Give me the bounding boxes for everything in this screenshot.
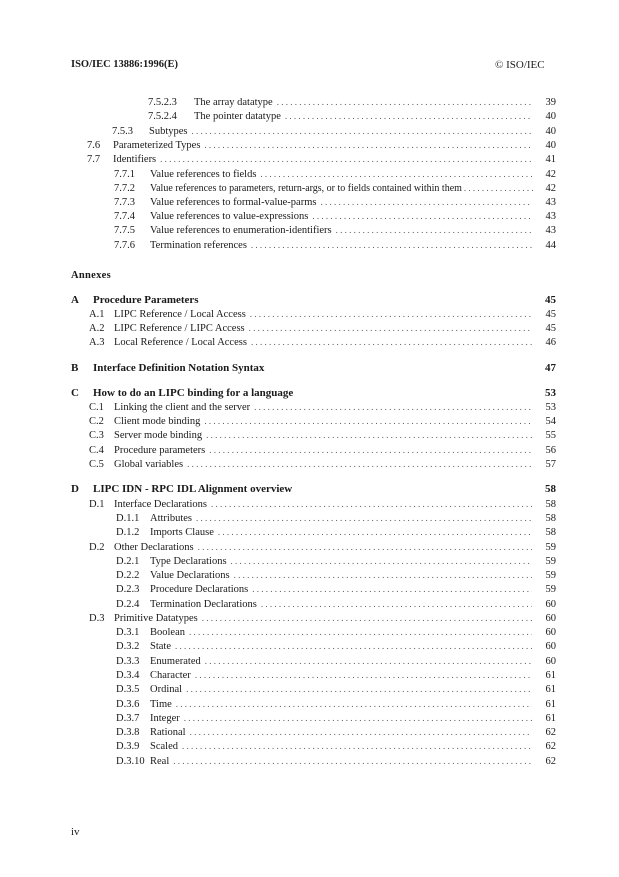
toc-entry-title: Value references to parameters, return-args, or to fields contained within them [150,183,462,194]
toc-entry-title: Boolean [150,627,185,638]
toc-entry-page: 43 [545,197,556,208]
toc-entry-number: D.3.10 [116,756,145,767]
leader-dots [202,611,532,625]
toc-entry-number: 7.5.3 [112,126,133,137]
toc-entry-page: 53 [545,402,556,413]
toc-entry[interactable] [89,611,556,625]
toc-entry-title: Imports Clause [150,527,214,538]
toc-entry-number: A.3 [89,337,105,348]
toc-entry-number: 7.6 [87,140,101,151]
toc-entry-title: Subtypes [149,126,188,137]
leader-dots [206,428,532,442]
toc-entry-page: 43 [545,211,556,222]
toc-entry-title: Procedure parameters [114,445,206,456]
toc-entry-number: A [71,294,79,306]
toc-entry-number: D.2.2 [116,570,140,581]
toc-entry-title: Value Declarations [150,570,230,581]
toc-entry-title: Termination Declarations [150,599,257,610]
leader-dots [195,668,532,682]
toc-entry-number: D.2.3 [116,584,140,595]
toc-entry[interactable] [116,725,556,739]
leader-dots [254,400,532,414]
toc-entry[interactable] [116,568,556,582]
toc-entry-number: 7.7.5 [114,225,135,236]
toc-entry-title: Procedure Parameters [93,294,199,306]
toc-entry-number: D.3.5 [116,684,140,695]
toc-entry-number: 7.7.2 [114,183,135,194]
toc-entry-number: D.3.6 [116,699,140,710]
toc-entry-page: 41 [545,154,556,165]
toc-entry-page: 40 [545,111,556,122]
toc-entry[interactable] [116,639,556,653]
toc-entry-page: 62 [545,727,556,738]
toc-entry-title: LIPC IDN - RPC IDL Alignment overview [93,483,293,495]
leader-dots [234,568,532,582]
toc-entry[interactable] [89,497,556,511]
toc-entry-page: 42 [545,183,556,194]
leader-dots [312,209,532,223]
toc-entry-number: D.3.4 [116,670,140,681]
toc-entry-page: 60 [545,613,556,624]
toc-entry-title: Interface Definition Notation Syntax [93,362,265,374]
toc-entry-page: 60 [545,599,556,610]
toc-entry-title: Integer [150,713,180,724]
toc-entry-number: 7.5.2.3 [148,97,177,108]
toc-entry-page: 57 [545,459,556,470]
toc-entry-number: D.3.7 [116,713,140,724]
toc-entry-page: 53 [545,387,556,399]
toc-entry-title: Rational [150,727,186,738]
toc-entry-number: D.3.2 [116,641,140,652]
toc-entry[interactable] [89,400,556,414]
toc-entry-page: 40 [545,140,556,151]
toc-entry[interactable] [116,582,556,596]
leader-dots [336,223,532,237]
toc-entry-title: Real [150,756,170,767]
toc-entry-number: A.2 [89,323,105,334]
toc-entry-title: Parameterized Types [113,140,201,151]
toc-entry[interactable] [116,511,556,525]
toc-entry-number: D.3.8 [116,727,140,738]
toc-entry[interactable] [148,95,556,109]
toc-entry[interactable] [87,138,556,152]
toc-entry-page: 61 [545,684,556,695]
toc-entry[interactable] [89,457,556,471]
toc-entry-page: 59 [545,556,556,567]
toc-entry[interactable] [89,307,556,321]
toc-entry-page: 45 [545,309,556,320]
toc-entry-page: 59 [545,584,556,595]
toc-entry-number: C [71,387,79,399]
toc-entry-title: Time [150,699,172,710]
toc-entry-page: 45 [545,294,556,306]
toc-entry-title: Procedure Declarations [150,584,249,595]
toc-entry-page: 60 [545,641,556,652]
toc-entry-title: Value references to enumeration-identifiers [150,225,332,236]
toc-entry-number: C.3 [89,430,104,441]
toc-entry-page: 56 [545,445,556,456]
toc-entry-title: Termination references [150,240,247,251]
toc-entry[interactable] [89,335,556,349]
toc-entry-page: 43 [545,225,556,236]
toc-entry-title: Local Reference / Local Access [114,337,247,348]
leader-dots [285,109,532,123]
toc-annex-a[interactable] [71,293,556,307]
toc-entry-number: 7.7.3 [114,197,135,208]
toc-entry-page: 42 [545,169,556,180]
leader-dots [190,725,532,739]
toc-entry-number: A.1 [89,309,105,320]
leader-dots [204,138,532,152]
toc-entry-number: 7.7.6 [114,240,135,251]
toc-entry-title: Value references to value-expressions [150,211,309,222]
leader-dots [261,597,532,611]
leader-dots [251,335,532,349]
leader-dots [209,443,532,457]
running-header-right: © ISO/IEC [495,59,545,71]
leader-dots [160,152,532,166]
toc-entry-number: 7.7.1 [114,169,135,180]
toc-entry[interactable] [116,654,556,668]
toc-entry-page: 61 [545,713,556,724]
toc-entry-number: D.3.3 [116,656,140,667]
toc-entry-title: Identifiers [113,154,157,165]
toc-entry-number: D.2 [89,542,105,553]
toc-entry-number: D.1.1 [116,513,140,524]
toc-entry-title: Character [150,670,191,681]
leader-dots [250,307,532,321]
toc-entry[interactable] [89,321,556,335]
toc-entry[interactable] [89,443,556,457]
toc-entry-number: 7.5.2.4 [148,111,177,122]
toc-entry-title: Client mode binding [114,416,201,427]
leader-dots [189,625,532,639]
toc-entry-page: 60 [545,627,556,638]
toc-entry-page: 60 [545,656,556,667]
toc-entry-page: 62 [545,756,556,767]
toc-entry-number: D.3.1 [116,627,140,638]
toc-annex-b[interactable] [71,361,556,375]
toc-entry-title: Global variables [114,459,184,470]
toc-entry-number: C.5 [89,459,104,470]
toc-entry-title: The pointer datatype [194,111,281,122]
toc-entry[interactable] [114,195,556,209]
toc-entry-page: 54 [545,416,556,427]
toc-entry-page: 58 [545,483,556,495]
toc-entry-page: 46 [545,337,556,348]
toc-entry-title: LIPC Reference / Local Access [114,309,246,320]
leader-dots [198,540,532,554]
toc-entry-page: 45 [545,323,556,334]
leader-dots [211,497,532,511]
leader-dots [218,525,532,539]
leader-dots [252,582,532,596]
toc-entry-page: 61 [545,699,556,710]
toc-entry-title: Enumerated [150,656,201,667]
toc-entry-title: Linking the client and the server [114,402,251,413]
leader-dots [192,124,532,138]
toc-entry-number: D [71,483,79,495]
toc-entry-title: Interface Declarations [114,499,207,510]
toc-entry[interactable] [116,754,556,768]
toc-entry[interactable] [114,167,556,181]
running-header-left: ISO/IEC 13886:1996(E) [71,59,179,70]
leader-dots [277,95,532,109]
toc-entry-number: 7.7.4 [114,211,135,222]
toc-entry-title: Primitive Datatypes [114,613,198,624]
toc-entry-title: Attributes [150,513,192,524]
toc-entry[interactable] [116,597,556,611]
toc-entry-title: The array datatype [194,97,273,108]
toc-entry-page: 62 [545,741,556,752]
toc-entry[interactable] [116,697,556,711]
leader-dots [173,754,532,768]
leader-dots [320,195,532,209]
toc-entry-page: 58 [545,513,556,524]
toc-entry[interactable] [112,124,556,138]
toc-entry-page: 55 [545,430,556,441]
toc-entry[interactable] [116,682,556,696]
toc-entry-title: Other Declarations [114,542,194,553]
toc-entry-page: 61 [545,670,556,681]
leader-dots [176,697,532,711]
toc-entry-page: 59 [545,570,556,581]
toc-entry[interactable] [116,554,556,568]
toc-entry-title: Type Declarations [150,556,227,567]
leader-dots [249,321,532,335]
leader-dots [204,414,532,428]
toc-entry-title: LIPC Reference / LIPC Access [114,323,245,334]
toc-entry[interactable] [148,109,556,123]
toc-entry-number: C.1 [89,402,104,413]
annexes-heading: Annexes [71,270,112,281]
toc-entry-number: D.3 [89,613,105,624]
toc-entry[interactable] [116,711,556,725]
toc-entry-title: Ordinal [150,684,183,695]
toc-entry-title: Value references to formal-value-parms [150,197,317,208]
toc-entry-page: 40 [545,126,556,137]
leader-dots [231,554,532,568]
toc-entry[interactable] [114,238,556,252]
toc-entry-title: Scaled [150,741,178,752]
toc-annex-c[interactable] [71,386,556,400]
toc-entry[interactable] [114,209,556,223]
toc-entry[interactable] [87,152,556,166]
leader-dots [260,167,532,181]
leader-dots [175,639,532,653]
toc-entry[interactable] [114,181,556,195]
toc-entry[interactable] [116,668,556,682]
toc-entry-page: 39 [545,97,556,108]
leader-dots [196,511,532,525]
leader-dots [464,181,536,195]
toc-entry-number: C.4 [89,445,104,456]
toc-entry-title: How to do an LIPC binding for a language [93,387,294,399]
toc-entry[interactable] [116,525,556,539]
leader-dots [182,739,532,753]
toc-entry-page: 44 [545,240,556,251]
toc-entry-title: Value references to fields [150,169,257,180]
toc-entry-number: D.2.4 [116,599,140,610]
toc-entry[interactable] [89,428,556,442]
toc-entry-number: 7.7 [87,154,101,165]
toc-entry-number: C.2 [89,416,104,427]
leader-dots [186,682,532,696]
toc-entry[interactable] [89,414,556,428]
toc-entry-title: State [150,641,171,652]
toc-entry-page: 58 [545,527,556,538]
toc-entry-number: D.1.2 [116,527,140,538]
toc-entry-number: D.3.9 [116,741,140,752]
toc-entry-page: 59 [545,542,556,553]
toc-entry[interactable] [116,739,556,753]
toc-entry-page: 47 [545,362,556,374]
toc-entry-number: B [71,362,79,374]
toc-entry-page: 58 [545,499,556,510]
toc-entry[interactable] [114,223,556,237]
leader-dots [184,711,532,725]
toc-entry[interactable] [116,625,556,639]
leader-dots [251,238,532,252]
toc-entry-number: D.1 [89,499,105,510]
toc-entry-title: Server mode binding [114,430,203,441]
leader-dots [187,457,532,471]
leader-dots [205,654,532,668]
page-number: iv [71,826,80,838]
toc-entry-number: D.2.1 [116,556,140,567]
toc-entry[interactable] [89,540,556,554]
toc-annex-d[interactable] [71,482,556,496]
